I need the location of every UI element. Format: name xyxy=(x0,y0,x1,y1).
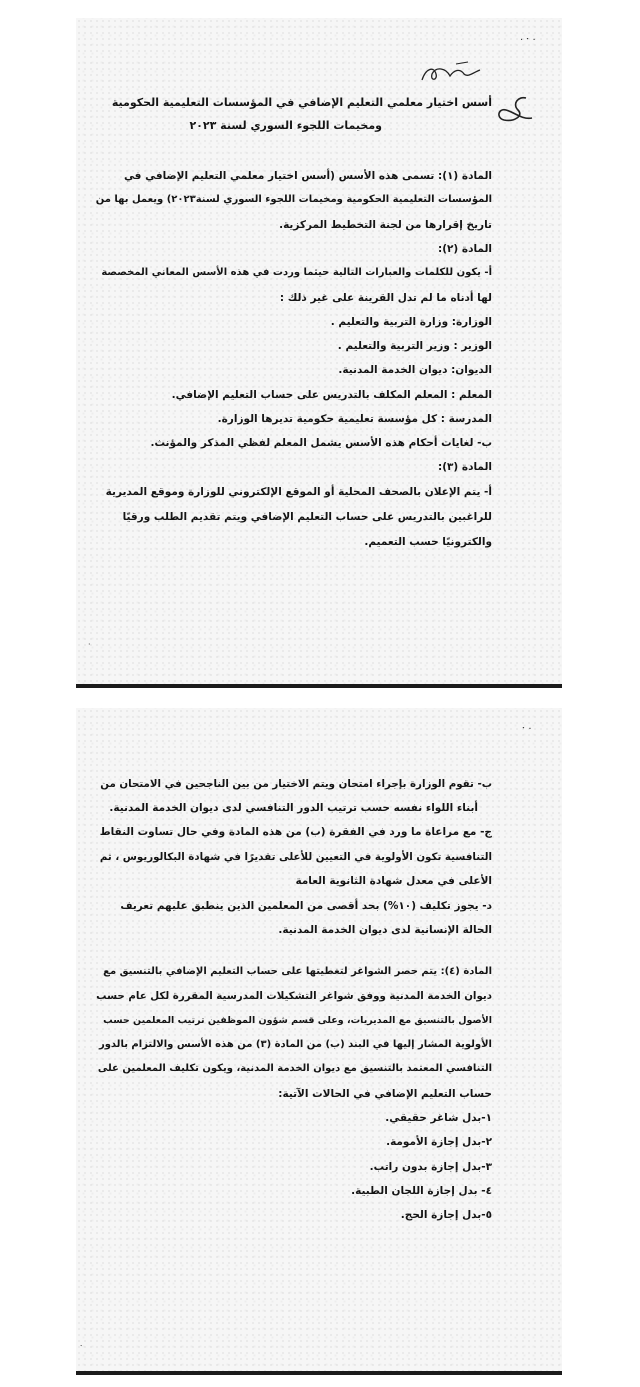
article-4-line: المادة (٤): يتم حصر الشواغر لتغطيتها على حساب التعليم الإضافي بالتنسيق مع xyxy=(103,966,492,977)
article-2-line: ب- لغايات أحكام هذه الأسس يشمل المعلم لفظي المذكر والمؤنث. xyxy=(150,437,492,449)
article-1-line: المادة (١): تسمى هذه الأسس (أسس اختيار معلمي التعليم الإضافي في xyxy=(123,170,492,182)
article-4-line: التنافسي المعتمد بالتنسيق مع ديوان الخدمة المدنية، ويكون تكليف المعلمين على xyxy=(97,1063,492,1074)
article-3-line: والكترونيًا حسب التعميم. xyxy=(364,536,492,548)
page-2-text xyxy=(96,772,492,1242)
scan-noise-dots: ·ˑ· xyxy=(520,35,539,46)
article-3-heading: المادة (٣): xyxy=(438,461,492,473)
page-1-bottom-edge xyxy=(76,684,562,688)
handwritten-mark xyxy=(492,92,538,126)
scan-noise-dots: · xyxy=(88,640,94,649)
article-3-line: الأعلى في معدل شهادة الثانوية العامة xyxy=(295,875,492,887)
page-1-text xyxy=(96,92,492,562)
article-2-line: أ- يكون للكلمات والعبارات التالية حيثما وردت في هذه الأسس المعاني المخصصة xyxy=(101,267,492,278)
article-3-line: د- يجوز تكليف (١٠%) بحد أقصى من المعلمين الذين ينطبق عليهم تعريف xyxy=(120,900,492,912)
article-1-line: المؤسسات التعليمية الحكومية ومخيمات اللجوء السوري لسنة٢٠٢٣) ويعمل بها من xyxy=(95,194,492,205)
article-2-heading: المادة (٢): xyxy=(438,243,492,255)
definition-line: المدرسة : كل مؤسسة تعليمية حكومية تديرها الوزارة. xyxy=(217,413,492,425)
article-4-line: ديوان الخدمة المدنية ووفق شواغر التشكيلات المدرسية المقررة لكل عام حسب xyxy=(96,990,492,1002)
article-3-line: أبناء اللواء نفسه حسب ترتيب الدور التنافسي لدى ديوان الخدمة المدنية. xyxy=(109,802,478,814)
list-item: ١-بدل شاغر حقيقي. xyxy=(385,1112,492,1124)
definition-line: الوزارة: وزارة التربية والتعليم . xyxy=(330,316,492,328)
scan-noise-dots: ˑ xyxy=(80,1342,86,1351)
page-2-bottom-edge xyxy=(76,1371,562,1375)
definition-line: الديوان: ديوان الخدمة المدنية. xyxy=(338,364,492,376)
article-3-line: للراغبين بالتدريس على حساب التعليم الإضافي ويتم تقديم الطلب ورقيًا xyxy=(122,511,492,523)
list-item: ٤- بدل إجازة اللجان الطبية. xyxy=(351,1185,492,1197)
article-3-line: ب- تقوم الوزارة بإجراء امتحان ويتم الاختيار من بين الناجحين في الامتحان من xyxy=(100,778,492,790)
list-item: ٣-بدل إجازة بدون راتب. xyxy=(369,1161,492,1173)
article-4-line: حساب التعليم الإضافي في الحالات الآتية: xyxy=(278,1088,492,1100)
list-item: ٥-بدل إجازة الحج. xyxy=(400,1209,492,1221)
definition-line: المعلم : المعلم المكلف بالتدريس على حساب التعليم الإضافي. xyxy=(171,389,492,401)
definition-line: الوزير : وزير التربية والتعليم . xyxy=(337,340,492,352)
scan-noise-dots: ˑ· xyxy=(522,724,535,735)
list-item: ٢-بدل إجازة الأمومة. xyxy=(386,1136,492,1148)
article-4-line: الأصول بالتنسيق مع المديريات، وعلى قسم شؤون الموظفين ترتيب المعلمين حسب xyxy=(103,1015,492,1026)
article-4-line: الأولوية المشار إليها في البند (ب) من المادة (٣) من هذه الأسس والالتزام بالدور xyxy=(98,1039,492,1050)
article-3-line: التنافسية تكون الأولوية في التعيين للأعلى تقديرًا في شهادة البكالوريوس ، ثم xyxy=(99,851,492,863)
handwritten-signature xyxy=(416,58,486,88)
article-1-line: تاريخ إقرارها من لجنة التخطيط المركزية. xyxy=(279,219,492,231)
article-3-line: أ- يتم الإعلان بالصحف المحلية أو الموقع الإلكتروني للوزارة وموقع المديرية xyxy=(105,486,492,498)
article-3-line: الحالة الإنسانية لدى ديوان الخدمة المدنية. xyxy=(278,924,492,936)
document-subtitle: ومخيمات اللجوء السوري لسنة ٢٠٢٣ xyxy=(189,119,382,132)
document-title: أسس اختيار معلمي التعليم الإضافي في المؤسسات التعليمية الحكومية xyxy=(111,96,492,109)
article-3-line: ج- مع مراعاة ما ورد في الفقرة (ب) من هذه المادة وفي حال تساوت النقاط xyxy=(99,826,492,838)
article-2-line: لها أدناه ما لم تدل القرينة على غير ذلك : xyxy=(279,292,492,304)
